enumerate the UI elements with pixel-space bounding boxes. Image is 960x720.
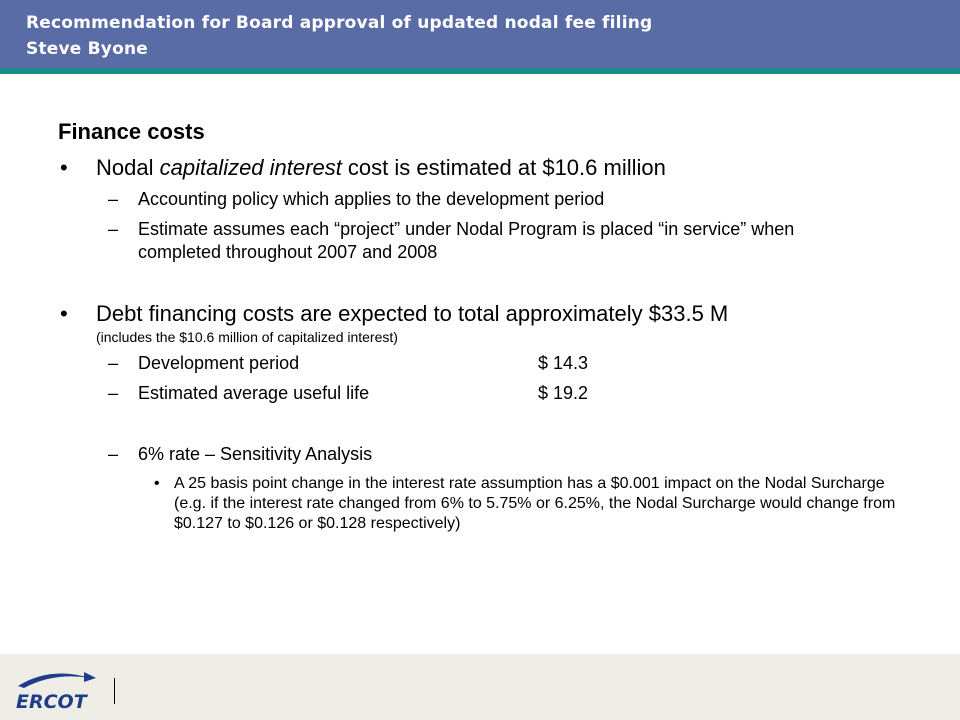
sensitivity-label: 6% rate – Sensitivity Analysis [138, 444, 373, 464]
cost-value: $ 14.3 [538, 353, 589, 373]
cost-row-development [58, 352, 938, 375]
sub-bullet-accounting-policy [58, 188, 938, 211]
bullet-marker: • [60, 155, 68, 180]
bullet-text-post: cost is estimated at $10.6 million [341, 155, 666, 180]
bullet-note: (includes the $10.6 million of capitalized interest) [96, 329, 398, 345]
bullet-text-italic: capitalized interest [159, 155, 342, 180]
dash-marker: – [108, 219, 119, 239]
slide-header [0, 0, 960, 68]
bullet-marker: • [60, 301, 68, 326]
sensitivity-analysis [58, 443, 938, 466]
bullet-text: Debt financing costs are expected to total approximately $33.5 M [96, 301, 729, 326]
bullet-capitalized-interest [58, 154, 938, 182]
sub-bullet-text: Accounting policy which applies to the development period [138, 189, 605, 209]
sensitivity-detail-text: A 25 basis point change in the interest rate assumption has a $0.001 impact on the Nodal Surcharge (e.g. if the interest rate changed from 6% to 5.75% or 6.25%, the Nodal Surcharge would change from $0.127 to $0.126 or $0.128 respectively) [174, 475, 896, 532]
presenter-name: Steve Byone [26, 39, 148, 59]
sensitivity-detail [58, 474, 918, 534]
logo-arrow-icon [84, 672, 96, 682]
cost-value: $ 19.2 [538, 383, 589, 403]
bullet-debt-financing [58, 300, 938, 346]
footer-divider [114, 678, 115, 704]
sub-bullet-text: Estimate assumes each “project” under Nodal Program is placed “in service” when completed throughout 2007 and 2008 [138, 219, 795, 262]
cost-label: Development period [138, 353, 300, 373]
bullet-text-pre: Nodal [96, 155, 160, 180]
cost-row-useful-life [58, 382, 938, 405]
cost-label: Estimated average useful life [138, 383, 370, 403]
dash-marker: – [108, 189, 119, 209]
dash-marker: – [108, 353, 119, 373]
ercot-logo [10, 668, 102, 712]
dash-marker: – [108, 444, 119, 464]
logo-swoosh [18, 674, 90, 689]
slide-body [58, 118, 938, 534]
header-accent-bar [0, 68, 960, 74]
slide-footer [0, 654, 960, 720]
dash-marker: – [108, 383, 119, 403]
section-heading: Finance costs [58, 119, 205, 144]
bullet-marker: • [154, 475, 160, 492]
slide-title: Recommendation for Board approval of updated nodal fee filing [26, 13, 653, 33]
logo-text: ERCOT [16, 691, 87, 712]
sub-bullet-estimate [58, 218, 870, 264]
